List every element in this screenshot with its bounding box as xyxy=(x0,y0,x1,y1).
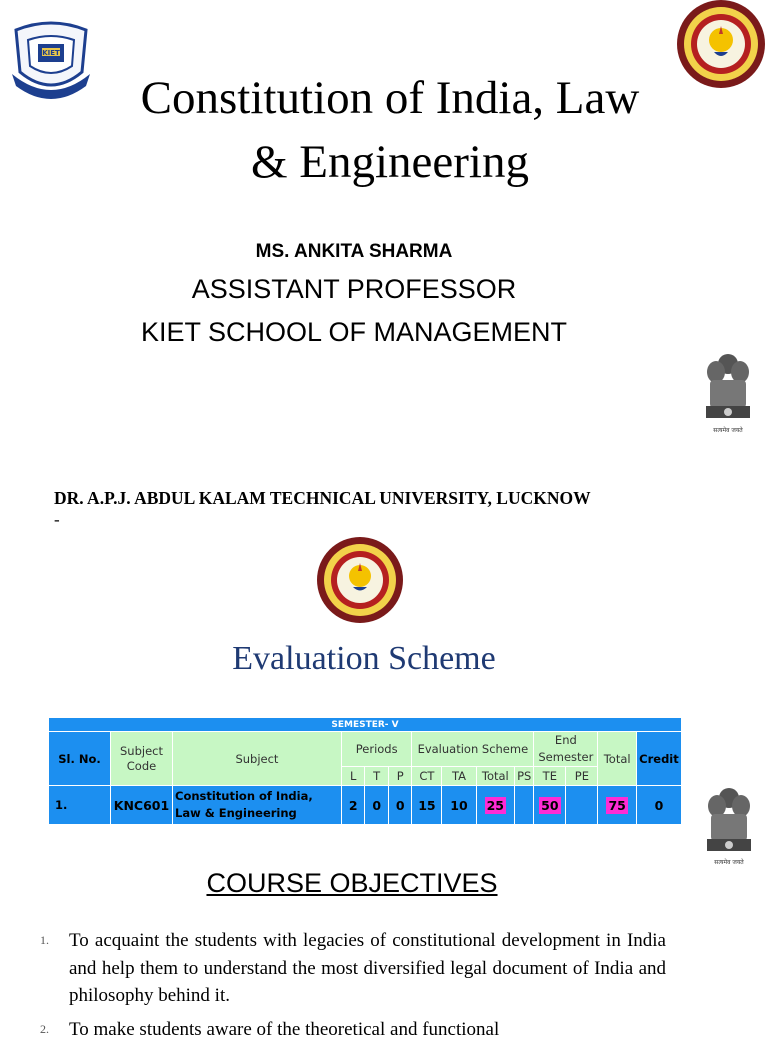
emblem-caption: सत्यमेव जयते xyxy=(714,858,744,866)
header-evaluation-scheme: Evaluation Scheme xyxy=(412,732,534,767)
cell-ct: 15 xyxy=(412,786,442,825)
cell-subject: Constitution of India, Law & Engineering xyxy=(173,786,342,825)
header-credit: Credit xyxy=(636,732,681,786)
national-emblem-icon xyxy=(700,784,758,868)
cell-t: 0 xyxy=(365,786,389,825)
subheader-l: L xyxy=(341,767,365,786)
cell-ps xyxy=(515,786,534,825)
cell-pe xyxy=(566,786,598,825)
presenter-school: KIET SCHOOL OF MANAGEMENT xyxy=(0,317,708,348)
subheader-ct: CT xyxy=(412,767,442,786)
university-dash: - xyxy=(54,510,60,530)
list-item-text: To acquaint the students with legacies of constitutional development in India and help them to understand the most diversified legal document of India and philosophy behind it. xyxy=(69,930,666,1006)
subheader-total: Total xyxy=(476,767,514,786)
kiet-logo-text: KIET xyxy=(42,49,60,57)
header-sl-no: Sl. No. xyxy=(49,732,111,786)
emblem-caption: सत्यमेव जयते xyxy=(713,426,743,434)
list-item xyxy=(40,927,666,1010)
subheader-pe: PE xyxy=(566,767,598,786)
header-subject: Subject xyxy=(173,732,342,786)
list-item-text: To make students aware of the theoretical and functional xyxy=(69,1019,499,1040)
cell-te xyxy=(534,786,566,825)
course-objectives-heading: COURSE OBJECTIVES xyxy=(0,868,704,899)
presentation-title xyxy=(60,66,720,194)
subheader-p: P xyxy=(388,767,412,786)
subheader-t: T xyxy=(365,767,389,786)
table-header-row xyxy=(49,732,682,767)
cell-grand-total-value: 75 xyxy=(606,797,627,814)
list-item xyxy=(40,1016,666,1043)
university-name: DR. A.P.J. ABDUL KALAM TECHNICAL UNIVERSITY, LUCKNOW xyxy=(54,488,591,509)
presenter-name: MS. ANKITA SHARMA xyxy=(0,241,708,263)
table-row xyxy=(49,786,682,825)
cell-credit: 0 xyxy=(636,786,681,825)
evaluation-scheme-heading: Evaluation Scheme xyxy=(0,640,728,678)
evaluation-scheme-table xyxy=(48,717,682,825)
cell-total xyxy=(476,786,514,825)
header-end-semester: End Semester xyxy=(534,732,598,767)
national-emblem-icon xyxy=(698,350,758,436)
cell-sl-no: 1. xyxy=(49,786,111,825)
presenter-role: ASSISTANT PROFESSOR xyxy=(0,274,708,305)
aktu-seal-icon xyxy=(316,536,404,624)
title-line-1: Constitution of India, Law xyxy=(60,66,720,130)
subheader-ps: PS xyxy=(515,767,534,786)
header-periods: Periods xyxy=(341,732,412,767)
cell-grand-total xyxy=(598,786,636,825)
list-item-number: 2. xyxy=(40,1016,49,1043)
cell-subject-code: KNC601 xyxy=(111,786,173,825)
subheader-ta: TA xyxy=(442,767,476,786)
list-item-number: 1. xyxy=(40,927,49,955)
cell-te-value: 50 xyxy=(539,797,560,814)
cell-ta: 10 xyxy=(442,786,476,825)
semester-row xyxy=(49,718,682,732)
subheader-te: TE xyxy=(534,767,566,786)
semester-label: SEMESTER- V xyxy=(49,718,682,732)
course-objectives-list xyxy=(40,927,666,1043)
cell-total-value: 25 xyxy=(485,797,506,814)
title-line-2: & Engineering xyxy=(60,130,720,194)
cell-l: 2 xyxy=(341,786,365,825)
cell-p: 0 xyxy=(388,786,412,825)
header-total: Total xyxy=(598,732,636,786)
header-subject-code: Subject Code xyxy=(111,732,173,786)
